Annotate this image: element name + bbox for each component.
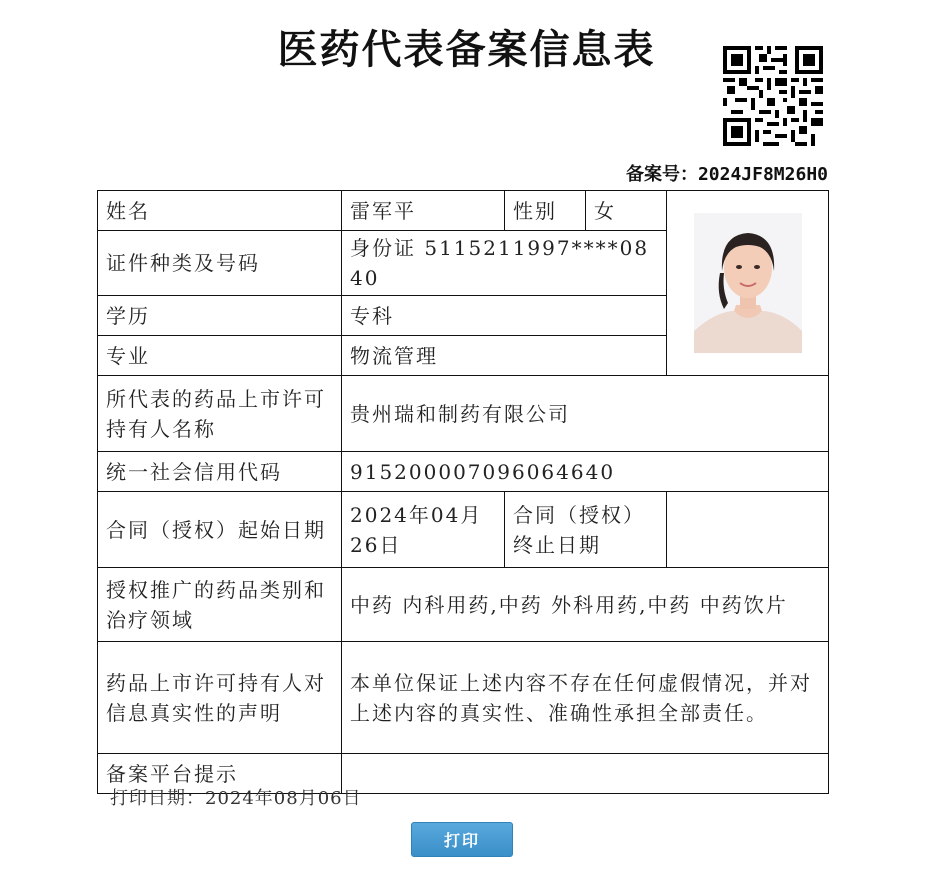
photo-cell (667, 191, 829, 376)
name-value: 雷军平 (342, 191, 505, 231)
id-value: 身份证 5115211997****0840 (342, 231, 667, 296)
name-label: 姓名 (98, 191, 342, 231)
record-number: 备案号：2024JF8M26H0 (625, 164, 828, 185)
credit-code-value: 915200007096064640 (342, 452, 829, 492)
category-label: 授权推广的药品类别和治疗领域 (98, 568, 342, 642)
gender-value: 女 (586, 191, 667, 231)
major-value: 物流管理 (342, 336, 667, 376)
id-label: 证件种类及号码 (98, 231, 342, 296)
declaration-value: 本单位保证上述内容不存在任何虚假情况，并对上述内容的真实性、准确性承担全部责任。 (342, 642, 829, 754)
page-title: 医药代表备案信息表 (277, 26, 656, 73)
credit-code-label: 统一社会信用代码 (98, 452, 342, 492)
declaration-label: 药品上市许可持有人对信息真实性的声明 (98, 642, 342, 754)
platform-tip-value (342, 754, 829, 794)
contract-start-value: 2024年04月26日 (342, 492, 505, 568)
holder-label: 所代表的药品上市许可持有人名称 (98, 376, 342, 452)
print-button[interactable]: 打印 (411, 822, 513, 857)
print-date: 打印日期：2024年08月06日 (110, 788, 362, 809)
education-label: 学历 (98, 296, 342, 336)
major-label: 专业 (98, 336, 342, 376)
contract-end-value (667, 492, 829, 568)
holder-value: 贵州瑞和制药有限公司 (342, 376, 829, 452)
info-table (97, 190, 829, 794)
gender-label: 性别 (505, 191, 586, 231)
platform-tip-label: 备案平台提示 (98, 754, 342, 794)
contract-start-label: 合同（授权）起始日期 (98, 492, 342, 568)
education-value: 专科 (342, 296, 667, 336)
qr-code-icon (723, 46, 823, 146)
category-value: 中药 内科用药,中药 外科用药,中药 中药饮片 (342, 568, 829, 642)
contract-end-label: 合同（授权）终止日期 (505, 492, 667, 568)
id-photo (694, 213, 802, 353)
